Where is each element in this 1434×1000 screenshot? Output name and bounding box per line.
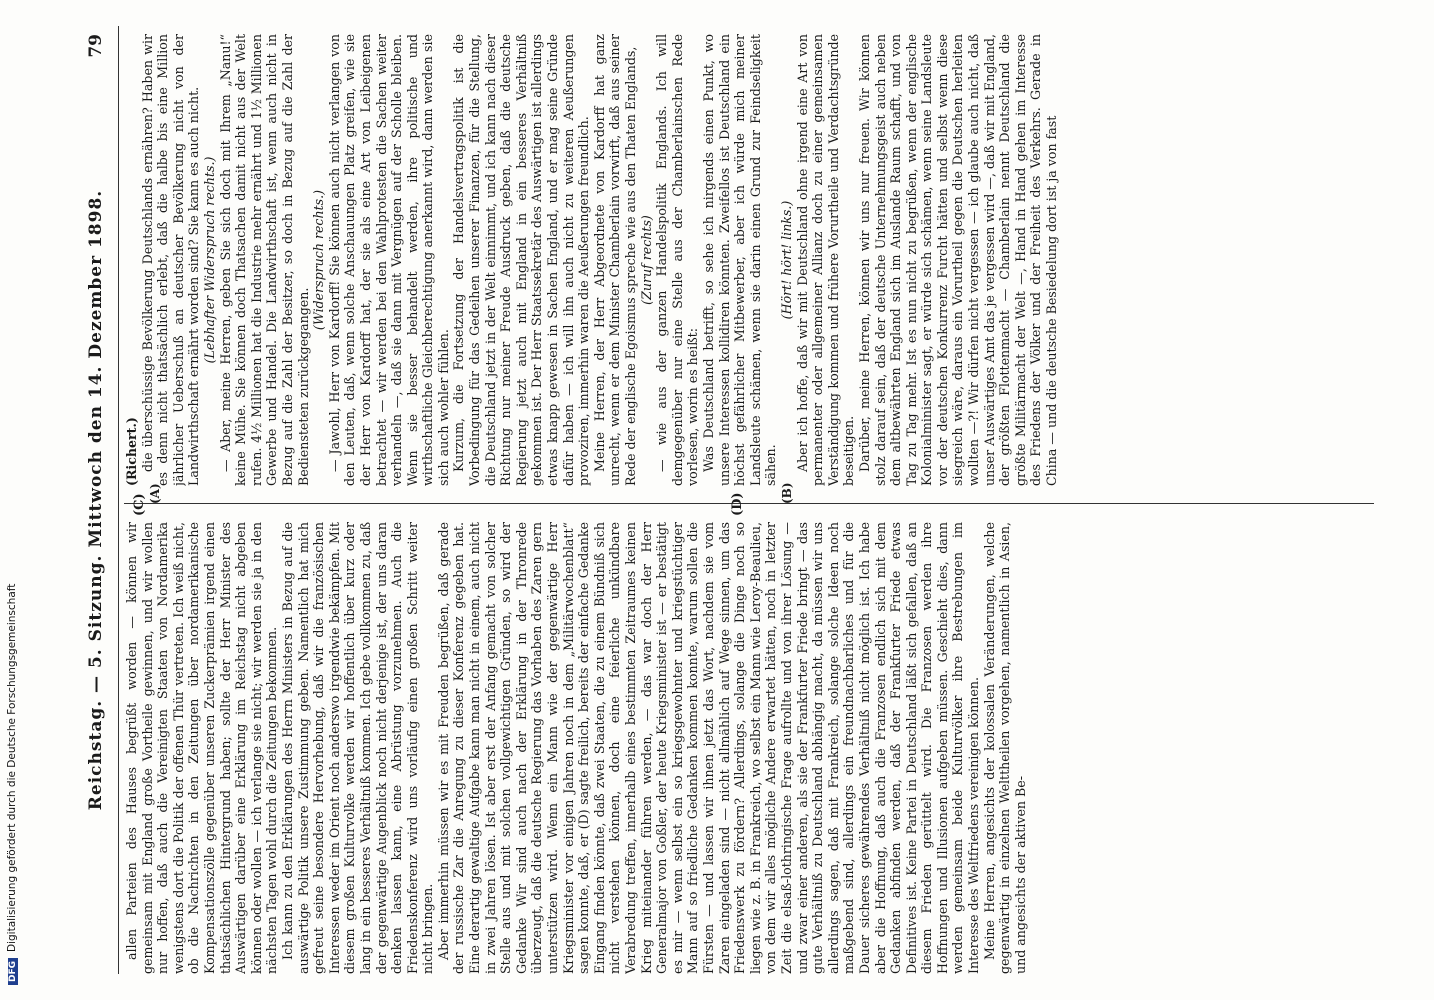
column-divider — [124, 503, 1374, 504]
paragraph: Kurzum, die Fortsetzung der Handelsvertragspolitik ist die Vorbedingung für das Gedeihen unserer Finanzen, für die Stellung, die Deutschland jetzt in der Welt einnimmt, und ich kann nach dieser Richtung nur meiner Freude Ausdruck geben, daß die deutsche Regierung jetzt auch mit England in ein besseres Verhältniß gekommen ist. Der Herr Staatssekretär des Auswärtigen ist allerdings etwas knapp gewesen in Sachen England, und er mag seine Gründe dafür haben — ich will ihn auch nicht zu weiteren Aeußerungen provoziren, immerhin waren die Aeußerungen freundlich. — [451, 34, 592, 486]
footer-strip — [0, 0, 40, 1000]
paragraph: Aber ich hoffe, daß wir mit Deutschland ohne irgend eine Art von permanenter oder allgemeiner Allianz doch zu einer gemeinsamen Verständigung kommen und frühere Vorurtheile und Verdachtsgründe beseitigen. — [794, 34, 857, 486]
dfg-logo: DFG — [8, 958, 18, 985]
paragraph: — Aber, meine Herren, geben Sie sich doch mit Ihrem „Nanu!“ keine Mühe. Sie können doch Thatsachen damit nicht aus der Welt rufen. 4½ Millionen hat die Industrie mehr ernährt und 1½ Millionen Gewerbe und Handel. Die Landwirthschaft ist, wenn auch nicht in Bezug auf die Zahl der Besitzer, so doch in Bezug auf die Zahl der Bediensteten zurückgegangen. — [217, 34, 311, 486]
margin-marker-d: (D) — [730, 492, 745, 516]
page-header — [80, 26, 116, 974]
page-number: 79 — [86, 34, 106, 58]
paragraph: Was Deutschland betrifft, so sehe ich nirgends einen Punkt, wo unsere Interessen kollidiren könnten. Zweifellos ist Deutschland ein höchst gefährlicher Mitbewerber, aber ich würde mich meiner Landsleute schämen, wenn sie darin einen Grund zur Feindseligkeit sähen. — [700, 34, 779, 486]
paragraph: Meine Herren, der Herr Abgeordnete von Kardorff hat ganz unrecht, wenn er dem Minister Chamberlain vorwirft, daß aus seiner Rede der englische Egoismus spreche wie aus den Thaten Englands, — [591, 34, 638, 486]
left-column — [124, 34, 1376, 486]
rotated-page — [80, 26, 1380, 974]
paragraph: — Jawohl, Herr von Kardorff! Sie können auch nicht verlangen von den Leuten, daß, wenn solche Anschauungen Platz greifen, wie sie der Herr von Kardorff hat, der sie als eine Art von Leibeigenen betrachtet — wir werden bei den Wahlprotesten die Sachen weiter verhandeln —, daß sie dann mit Vergnügen auf der Scholle bleiben. Wenn sie besser behandelt werden, ihre politische und wirthschaftliche Gleichberechtigung anerkannt wird, dann werden sie sich auch wohler fühlen. — [326, 34, 451, 486]
paragraph: die überschüssige Bevölkerung Deutschlands ernähren? Haben wir es denn nicht thatsächlich erlebt, daß die halbe bis eine Million jährlicher Ueberschuß an deutscher Bevölkerung nicht von der Landwirthschaft ernährt worden sind? Sie kann es auch nicht. — [139, 34, 202, 486]
footer-text: Digitalisierung gefördert durch die Deutsche Forschungsgemeinschaft — [6, 583, 18, 952]
page-title: Reichstag. — 5. Sitzung. Mittwoch den 14. Dezember 1898. — [86, 189, 106, 811]
paragraph: Darüber, meine Herren, können wir uns nur freuen. Wir können stolz darauf sein, daß der deutsche Unternehmungsgeist auch neben dem altbewährten England sich im Auslande Raum schafft, und von Tag zu Tag mehr. Ist es nun nicht zu begrüßen, wenn der englische Kolonialminister sagt, er würde sich schämen, wenn seine Landsleute vor der deutschen Konkurrenz Furcht hätten und selbst wenn diese siegreich wäre, daraus ein Vorurtheil gegen die Deutschen herleiten wollten —?! Wir dürfen nicht vergessen — ich glaube auch nicht, daß unser Auswärtiges Amt das je vergessen wird —, daß wir mit England, der größten Flottenmacht — Chamberlain nennt Deutschland die größte Militärmacht der Welt —, Hand in Hand gehen im Interesse des Friedens der Völker und der Freiheit des Verkehrs. Gerade in China — und die deutsche Besiedelung dort ist ja von fast — [856, 34, 1060, 486]
margin-marker-b: (B) — [780, 482, 794, 504]
speaker-label: (Richert.) — [124, 417, 139, 486]
paragraph: (Widerspruch rechts.) — [311, 189, 327, 331]
paragraph: Aber immerhin müssen wir es mit Freuden begrüßen, daß gerade der russische Zar die Anregung zu dieser Konferenz gegeben hat. Eine derartig gewaltige Aufgabe kann man nicht in einem, auch nicht in zwei Jahren lösen. Ist aber erst der Anfang gemacht von solcher Stelle aus und mit solchen vollgewichtigen Gründen, so wird der Gedanke Wir sind auch nach der Erklärung in der Thronrede überzeugt, daß die deutsche Regierung das Vorhaben des Zaren gern unterstützen wird. Wenn ein Mann wie der gegenwärtige Herr Kriegsminister vor einigen Jahren noch in dem „Militärwochenblatt“ sagen konnte, daß, er (D) sagte freilich, bereits der einfache Gedanke Eingang finden könnte, daß zwei Staaten, die zu einem Bündniß sich nicht verstehen können, doch eine feierliche unkündbare Verabredung treffen, innerhalb eines bestimmten Zeitraumes keinen Krieg miteinander führen werden, — das war doch der Herr Generalmajor von Goßler, der heute Kriegsminister ist — er bestätigt es mir — wenn selbst ein so kriegsgewohnter und kriegstüchtiger Mann auf so friedliche Gedanken kommen konnte, warum sollen die Fürsten — und lassen wir ihnen jetzt das Wort, nachdem sie vom Zaren eingeladen sind — nicht allmählich auf Wege sinnen, um das Friedenswerk zu fördern? Allerdings, solange die Dinge noch so liegen wie z. B. in Frankreich, wo selbst ein Mann wie Leroy-Beaulieu, von dem wir alles mögliche Andere erwartet hätten, noch in letzter Zeit die elsaß-lothringische Frage aufrollte und von ihrer Lösung — und zwar einer anderen, als sie der Frankfurter Friede bringt — das gute Verhältniß zu Deutschland abhängig macht, da müssen wir uns allerdings sagen, daß mit Frankreich, solange solche Ideen noch maßgebend sind, allerdings ein freundnachbarliches und für die Dauer sicheres gewährendes Verhältniß nicht möglich ist. Ich habe aber die Hoffnung, daß auch die Franzosen endlich sich mit dem Gedanken abfinden werden, daß der Frankfurter Friede etwas Definitives ist. Keine Partei in Deutschland läßt sich gefallen, daß an diesem Frieden gerüttelt wird. Die Franzosen werden ihre Hoffnungen und Illusionen aufgeben müssen. Geschieht dies, dann werden gemeinsam beide Kulturvölker ihre Bestrebungen im Interesse des Weltfriedens vereinigen können. — [435, 522, 982, 974]
paragraph: (Zuruf rechts) — [638, 215, 654, 305]
paragraph: allen Parteien des Hauses begrüßt worden — können wir gemeinsam mit England große Vortheile gewinnen, und wir wollen nur hoffen, daß auch die Vereinigten Staaten von Nordamerika wenigstens dort die Politik der offenen Thür vertreten. Ich weiß nicht, ob die Nachrichten in den Zeitungen über nordamerikanische Kompensationszölle gegenüber unseren Zuckerprämien irgend einen thatsächlichen Hintergrund haben; sollte der Herr Minister des Auswärtigen darüber eine Erklärung im Reichstag nicht abgeben können oder wollen — ich verlange sie nicht; wir werden sie ja in den nächsten Tagen wohl durch die Zeitungen bekommen. — [124, 522, 280, 974]
paragraph: — wie aus der ganzen Handelspolitik Englands. Ich will demgegenüber nur eine Stelle aus der Chamberlainschen Rede vorlesen, worin es heißt: — [654, 34, 701, 486]
paragraph: (Lebhafter Widerspruch rechts.) — [201, 156, 217, 364]
header-rule — [118, 26, 119, 974]
margin-marker-c: (C) — [132, 493, 147, 516]
margin-marker-a: (A) — [148, 483, 162, 504]
paragraph: (Hört! hört! links.) — [778, 200, 794, 320]
paragraph: Ich kann zu den Erklärungen des Herrn Ministers in Bezug auf die auswärtige Politik unsere Zustimmung geben. Namentlich hat mich gefreut seine besondere Hervorhebung, daß wir die französischen Interessen weder im Orient noch anderswo irgendwie bekämpfen. Mit diesem großen Kulturvolke werden wir hoffentlich über kurz oder lang in ein besseres Verhältniß kommen. Ich gebe vollkommen zu, daß der gegenwärtige Augenblick noch nicht derjenige ist, der uns daran denken lassen kann, eine Abrüstung vorzunehmen. Auch die Friedenskonferenz wird uns vorläufig einen großen Schritt weiter nicht bringen. — [279, 522, 436, 974]
footer-credit — [6, 85, 20, 985]
right-column — [124, 522, 1376, 974]
paragraph: Meine Herren, angesichts der kolossalen Veränderungen, welche gegenwärtig in einzelnen Welttheilen vorgehen, namentlich in Asien, und angesichts der aktiven Be- — [981, 522, 1028, 974]
